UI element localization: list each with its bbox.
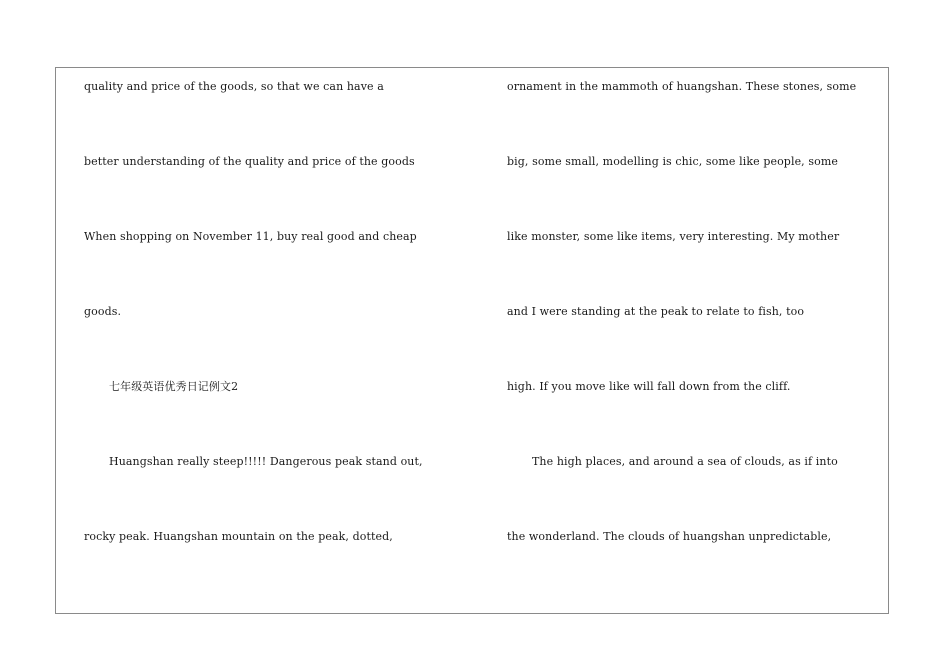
text-line: big, some small, modelling is chic, some like people, some [507, 155, 838, 168]
text-line: high. If you move like will fall down from the cliff. [507, 380, 791, 393]
text-line: the wonderland. The clouds of huangshan unpredictable, [507, 530, 832, 543]
text-line: goods. [84, 305, 122, 318]
text-line: Huangshan really steep!!!!! Dangerous peak stand out, [109, 455, 423, 468]
text-line: better understanding of the quality and price of the goods [84, 155, 415, 168]
text-line: quality and price of the goods, so that we can have a [84, 80, 384, 93]
text-line: ornament in the mammoth of huangshan. These stones, some [507, 80, 857, 93]
text-line: like monster, some like items, very interesting. My mother [507, 230, 840, 243]
text-line: The high places, and around a sea of clouds, as if into [532, 455, 838, 468]
text-line: When shopping on November 11, buy real good and cheap [84, 230, 417, 243]
section-heading: 七年级英语优秀日记例文2 [109, 380, 239, 393]
text-line: rocky peak. Huangshan mountain on the peak, dotted, [84, 530, 393, 543]
text-line: and I were standing at the peak to relate to fish, too [507, 305, 805, 318]
